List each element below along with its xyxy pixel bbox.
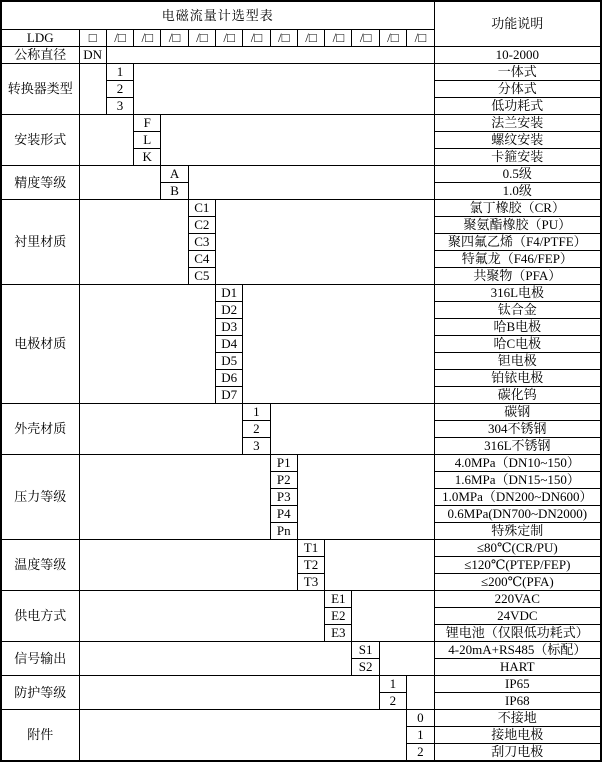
option-code-cell: P1 bbox=[270, 454, 297, 471]
option-code-cell: P3 bbox=[270, 488, 297, 505]
option-function-cell: 锂电池（仅限低功耗式） bbox=[434, 624, 601, 641]
category-label: 防护等级 bbox=[1, 675, 79, 709]
option-function-cell: 特氟龙（F46/FEP） bbox=[434, 250, 601, 267]
spacer-cell bbox=[79, 590, 325, 641]
option-code-cell: C2 bbox=[188, 216, 215, 233]
option-function-cell: 特殊定制 bbox=[434, 522, 601, 539]
option-function-cell: 4.0MPa（DN10~150） bbox=[434, 454, 601, 471]
spacer-cell bbox=[79, 199, 188, 284]
model-option-box: /□ bbox=[379, 29, 406, 46]
spacer-cell bbox=[79, 403, 243, 454]
spacer-cell bbox=[79, 709, 407, 761]
model-option-box: /□ bbox=[188, 29, 215, 46]
option-code-cell: E3 bbox=[325, 624, 352, 641]
model-option-box: /□ bbox=[325, 29, 352, 46]
spacer-cell bbox=[161, 114, 434, 165]
option-function-cell: 0.6MPa(DN700~DN2000) bbox=[434, 505, 601, 522]
option-code-cell: S2 bbox=[352, 658, 379, 675]
category-label: 转换器类型 bbox=[1, 63, 79, 114]
option-code-cell: 1 bbox=[243, 403, 270, 420]
option-function-cell: IP68 bbox=[434, 692, 601, 709]
option-function-cell: 分体式 bbox=[434, 80, 601, 97]
option-function-cell: 低功耗式 bbox=[434, 97, 601, 114]
option-function-cell: 一体式 bbox=[434, 63, 601, 80]
spacer-cell bbox=[215, 199, 434, 284]
category-label: 信号输出 bbox=[1, 641, 79, 675]
option-function-cell: 24VDC bbox=[434, 607, 601, 624]
option-code-cell: 2 bbox=[243, 420, 270, 437]
option-code-cell: D7 bbox=[215, 386, 242, 403]
option-code-cell: 1 bbox=[106, 63, 133, 80]
option-code-cell: 2 bbox=[379, 692, 406, 709]
option-function-cell: 0.5级 bbox=[434, 165, 601, 182]
option-function-cell: 不接地 bbox=[434, 709, 601, 726]
selection-table-body bbox=[1, 1, 601, 761]
option-code-cell: C1 bbox=[188, 199, 215, 216]
option-function-cell: 碳钢 bbox=[434, 403, 601, 420]
option-function-cell: 聚四氟乙烯（F4/PTFE） bbox=[434, 233, 601, 250]
option-code-cell: D4 bbox=[215, 335, 242, 352]
option-function-cell: 碳化钨 bbox=[434, 386, 601, 403]
model-base-box: □ bbox=[79, 29, 106, 46]
option-function-cell: 钽电极 bbox=[434, 352, 601, 369]
option-code-cell: E2 bbox=[325, 607, 352, 624]
option-code-cell: B bbox=[161, 182, 188, 199]
option-function-cell: 共聚物（PFA） bbox=[434, 267, 601, 284]
option-code-cell: Pn bbox=[270, 522, 297, 539]
option-code-cell: S1 bbox=[352, 641, 379, 658]
option-function-cell: 1.6MPa（DN15~150） bbox=[434, 471, 601, 488]
spacer-cell bbox=[325, 539, 434, 590]
option-code-cell: F bbox=[134, 114, 161, 131]
option-function-cell: 卡箍安装 bbox=[434, 148, 601, 165]
option-function-cell: IP65 bbox=[434, 675, 601, 692]
diameter-function: 10-2000 bbox=[434, 46, 601, 63]
option-function-cell: 哈B电极 bbox=[434, 318, 601, 335]
diameter-label: 公称直径 bbox=[1, 46, 79, 63]
spacer-cell bbox=[79, 284, 215, 403]
option-function-cell: 法兰安装 bbox=[434, 114, 601, 131]
option-function-cell: 316L电极 bbox=[434, 284, 601, 301]
option-function-cell: ≤120℃(PTEP/FEP) bbox=[434, 556, 601, 573]
series-code: LDG bbox=[1, 29, 79, 46]
category-label: 附件 bbox=[1, 709, 79, 761]
spacer-cell bbox=[134, 63, 434, 114]
spacer-cell bbox=[106, 46, 434, 63]
option-function-cell: 4-20mA+RS485（标配） bbox=[434, 641, 601, 658]
table-title: 电磁流量计选型表 bbox=[1, 1, 434, 29]
option-code-cell: K bbox=[134, 148, 161, 165]
option-function-cell: 哈C电极 bbox=[434, 335, 601, 352]
option-code-cell: 3 bbox=[243, 437, 270, 454]
option-code-cell: T3 bbox=[297, 573, 324, 590]
spacer-cell bbox=[379, 641, 434, 675]
option-code-cell: D6 bbox=[215, 369, 242, 386]
option-code-cell: P2 bbox=[270, 471, 297, 488]
option-function-cell: 螺纹安装 bbox=[434, 131, 601, 148]
option-function-cell: ≤80℃(CR/PU) bbox=[434, 539, 601, 556]
option-function-cell: 316L不锈钢 bbox=[434, 437, 601, 454]
spacer-cell bbox=[407, 675, 435, 709]
option-code-cell: C4 bbox=[188, 250, 215, 267]
spacer-cell bbox=[79, 539, 297, 590]
option-code-cell: D2 bbox=[215, 301, 242, 318]
model-option-box: /□ bbox=[297, 29, 324, 46]
option-function-cell: ≤200℃(PFA) bbox=[434, 573, 601, 590]
option-function-cell: 1.0级 bbox=[434, 182, 601, 199]
option-code-cell: C5 bbox=[188, 267, 215, 284]
option-code-cell: 1 bbox=[379, 675, 406, 692]
category-label: 温度等级 bbox=[1, 539, 79, 590]
option-function-cell: 钛合金 bbox=[434, 301, 601, 318]
option-code-cell: 2 bbox=[407, 743, 435, 761]
model-option-box: /□ bbox=[243, 29, 270, 46]
option-function-cell: 304不锈钢 bbox=[434, 420, 601, 437]
option-code-cell: P4 bbox=[270, 505, 297, 522]
model-option-box: /□ bbox=[352, 29, 379, 46]
option-code-cell: A bbox=[161, 165, 188, 182]
category-label: 供电方式 bbox=[1, 590, 79, 641]
option-code-cell: 1 bbox=[407, 726, 435, 743]
option-function-cell: 1.0MPa（DN200~DN600） bbox=[434, 488, 601, 505]
diameter-code: DN bbox=[79, 46, 106, 63]
model-option-box: /□ bbox=[161, 29, 188, 46]
category-label: 外壳材质 bbox=[1, 403, 79, 454]
spacer-cell bbox=[270, 403, 434, 454]
option-code-cell: 2 bbox=[106, 80, 133, 97]
category-label: 压力等级 bbox=[1, 454, 79, 539]
model-option-box: /□ bbox=[407, 29, 435, 46]
option-function-cell: 接地电极 bbox=[434, 726, 601, 743]
option-code-cell: E1 bbox=[325, 590, 352, 607]
option-code-cell: T2 bbox=[297, 556, 324, 573]
category-label: 电极材质 bbox=[1, 284, 79, 403]
model-option-box: /□ bbox=[215, 29, 242, 46]
spacer-cell bbox=[79, 114, 134, 165]
option-code-cell: D1 bbox=[215, 284, 242, 301]
category-label: 衬里材质 bbox=[1, 199, 79, 284]
option-function-cell: 氯丁橡胶（CR） bbox=[434, 199, 601, 216]
option-code-cell: D5 bbox=[215, 352, 242, 369]
option-code-cell: L bbox=[134, 131, 161, 148]
category-label: 安装形式 bbox=[1, 114, 79, 165]
spacer-cell bbox=[243, 284, 434, 403]
function-column-header: 功能说明 bbox=[434, 1, 601, 46]
option-function-cell: 聚氨酯橡胶（PU） bbox=[434, 216, 601, 233]
model-option-box: /□ bbox=[270, 29, 297, 46]
option-function-cell: 铂铱电极 bbox=[434, 369, 601, 386]
spacer-cell bbox=[188, 165, 434, 199]
spacer-cell bbox=[79, 165, 161, 199]
spacer-cell bbox=[79, 641, 352, 675]
option-code-cell: 3 bbox=[106, 97, 133, 114]
option-function-cell: 刮刀电极 bbox=[434, 743, 601, 761]
option-code-cell: D3 bbox=[215, 318, 242, 335]
spacer-cell bbox=[79, 454, 270, 539]
model-option-box: /□ bbox=[106, 29, 133, 46]
category-label: 精度等级 bbox=[1, 165, 79, 199]
spacer-cell bbox=[79, 675, 379, 709]
option-code-cell: C3 bbox=[188, 233, 215, 250]
spacer-cell bbox=[79, 63, 106, 114]
option-function-cell: 220VAC bbox=[434, 590, 601, 607]
option-code-cell: T1 bbox=[297, 539, 324, 556]
option-function-cell: HART bbox=[434, 658, 601, 675]
spacer-cell bbox=[297, 454, 434, 539]
option-code-cell: 0 bbox=[407, 709, 435, 726]
model-option-box: /□ bbox=[134, 29, 161, 46]
spacer-cell bbox=[352, 590, 434, 641]
